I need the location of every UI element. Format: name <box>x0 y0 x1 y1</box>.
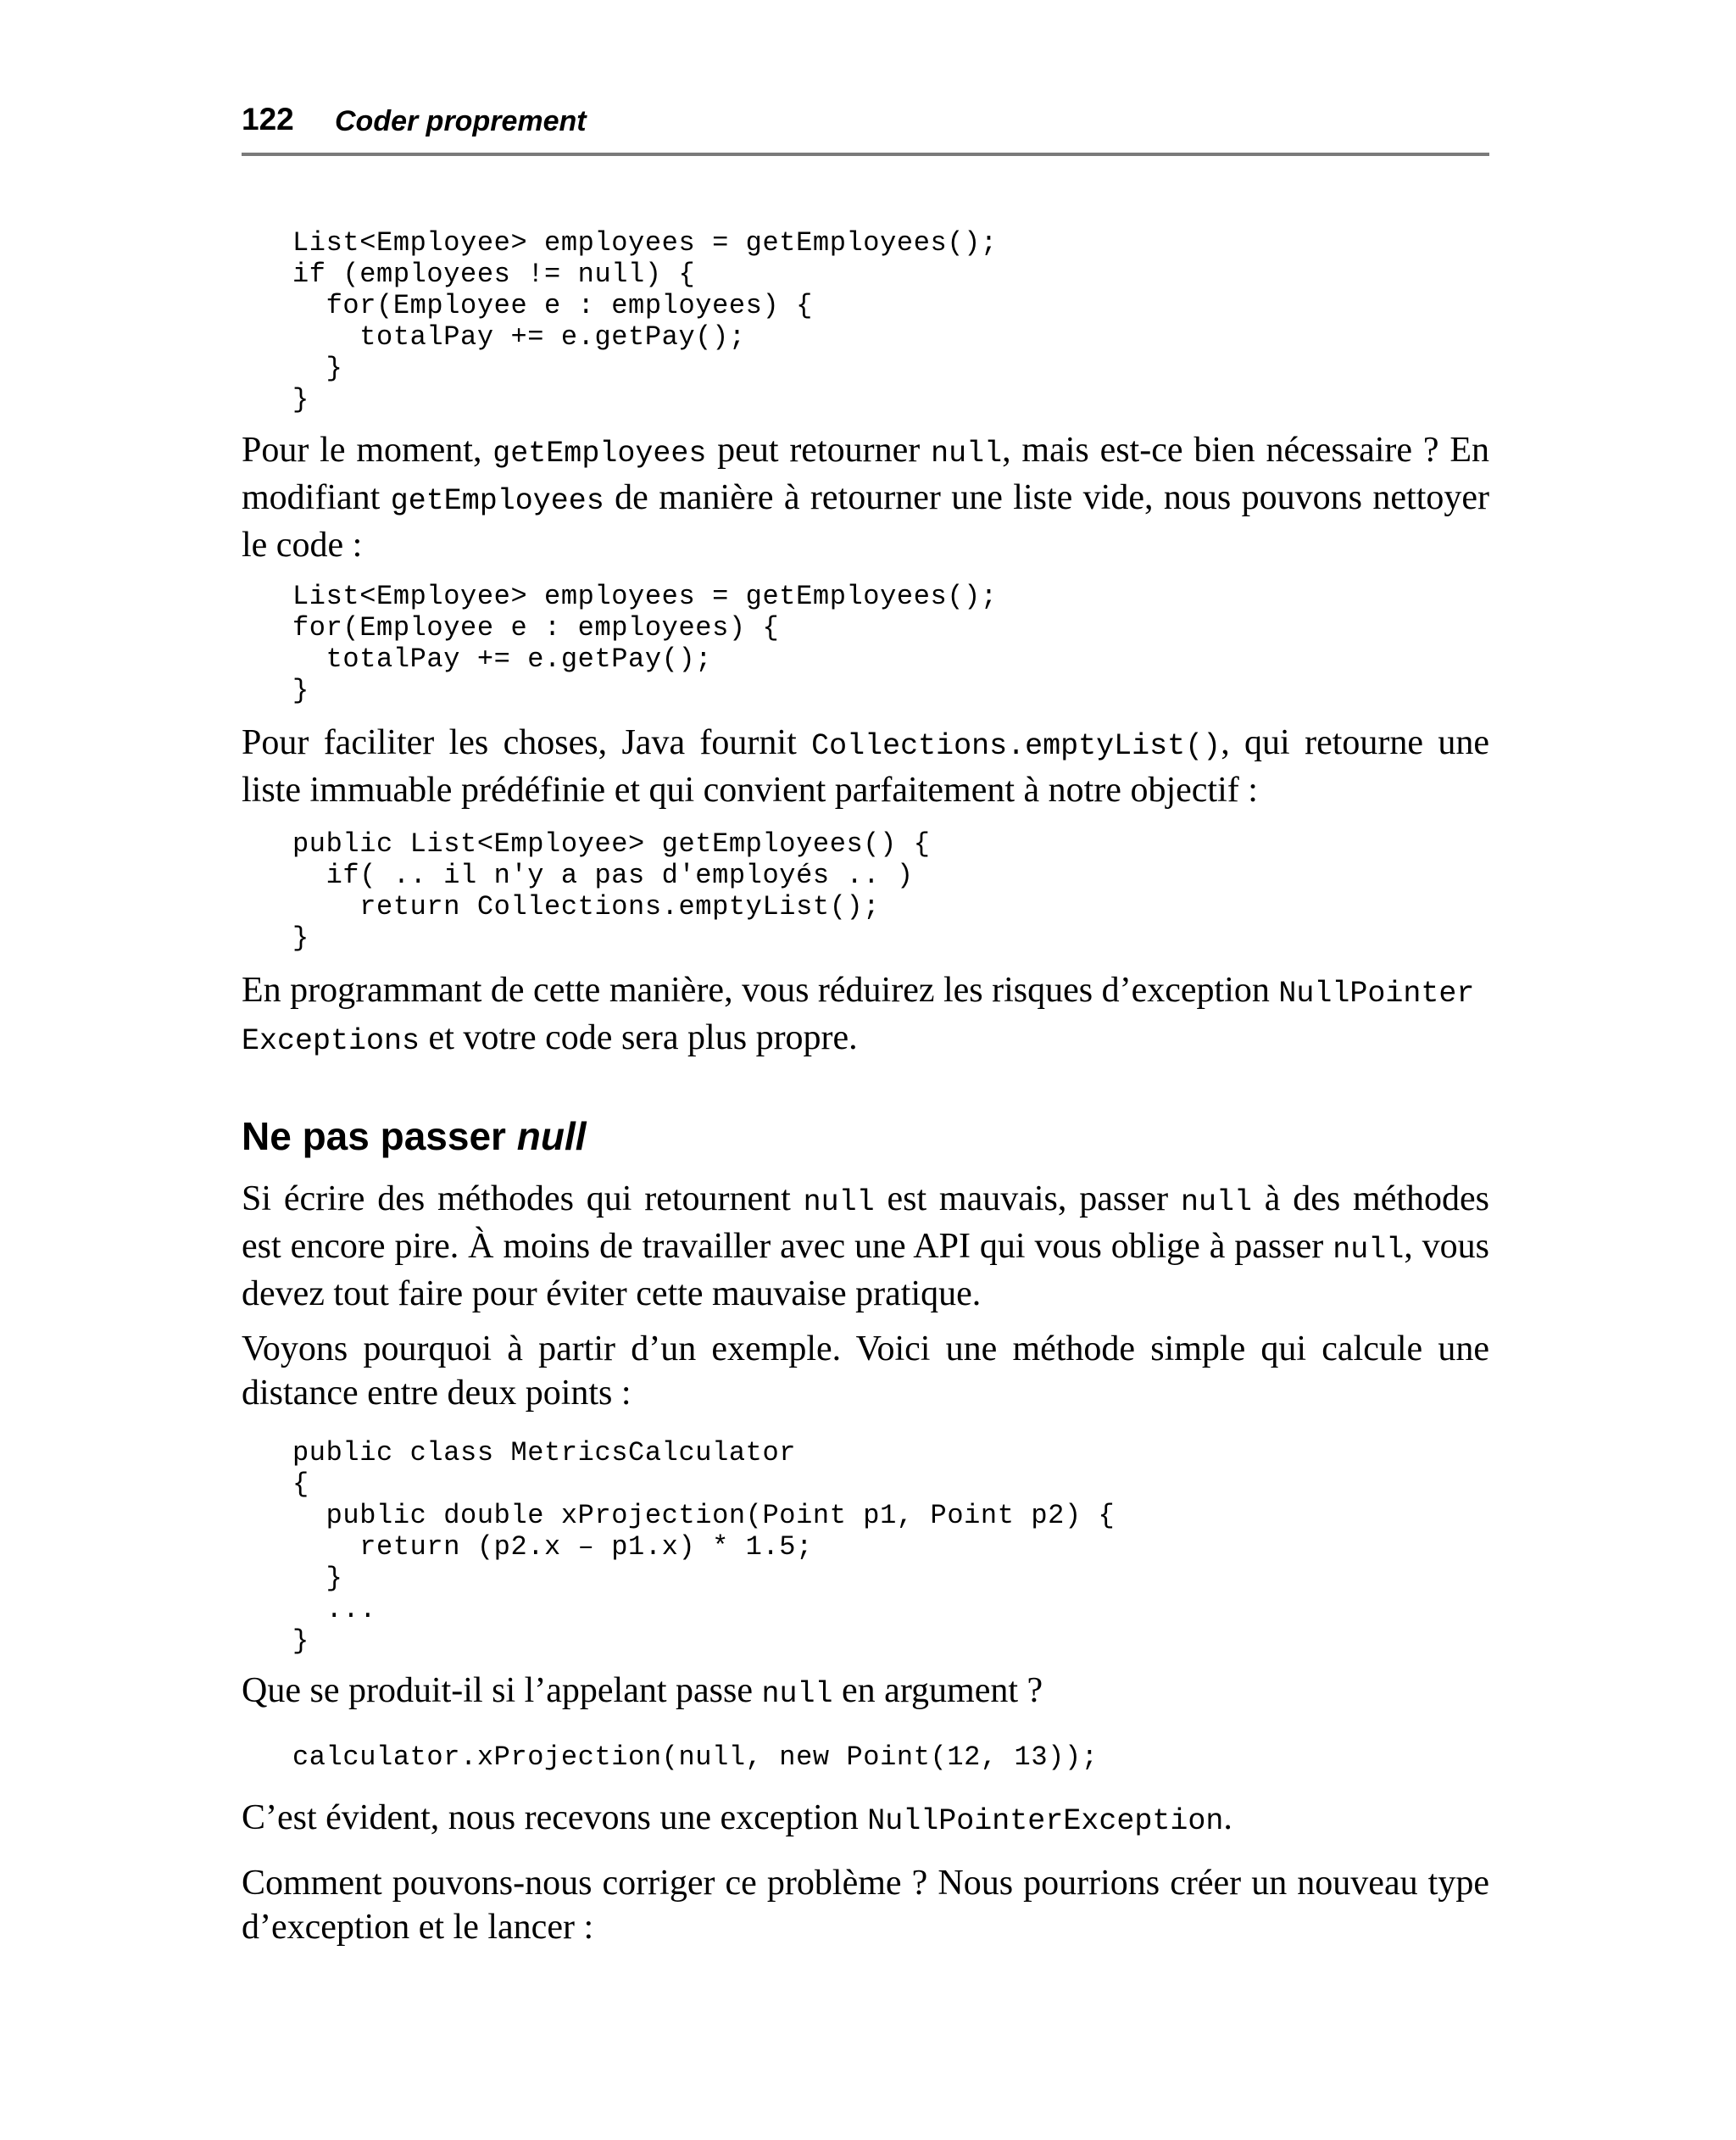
code-block-clean-loop: List<Employee> employees = getEmployees(); for(Employee e : employees) { totalPay += e.getPay(); } <box>292 581 998 706</box>
paragraph-exception-result: C’est évident, nous recevons une exception NullPointerException. <box>242 1798 1232 1838</box>
page-number: 122 <box>242 102 294 137</box>
page-header <box>242 98 1489 156</box>
paragraph-new-exception: Comment pouvons-nous corriger ce problème ? Nous pourrions créer un nouveau type d’exception et le lancer : <box>242 1864 1489 1947</box>
paragraph-nullpointer-risk: En programmant de cette manière, vous réduirez les risques d’exception NullPointer Exceptions et votre code sera plus propre. <box>242 971 1475 1058</box>
running-title: Coder proprement <box>335 105 587 137</box>
section-heading: Ne pas passer null <box>242 1114 587 1158</box>
code-block-get-employees: public List<Employee> getEmployees() { if( .. il n'y a pas d'employés .. ) return Collections.emptyList(); } <box>292 828 931 954</box>
code-block-metrics-calculator: public class MetricsCalculator { public double xProjection(Point p1, Point p2) { return (p2.x – p1.x) * 1.5; } ... } <box>292 1437 1116 1657</box>
paragraph-passing-null: Si écrire des méthodes qui retournent null est mauvais, passer null à des méthodes est encore pire. À moins de travailler avec une API qui vous oblige à passer null, vous devez tout faire pour éviter cette mauvaise pratique. <box>242 1179 1489 1313</box>
code-block-null-check: List<Employee> employees = getEmployees(); if (employees != null) { for(Employee e : employees) { totalPay += e.getPay(); } } <box>292 227 998 415</box>
paragraph-collections-emptylist: Pour faciliter les choses, Java fournit Collections.emptyList(), qui retourne une liste immuable prédéfinie et qui convient parfaitement à notre objectif : <box>242 723 1489 810</box>
code-block-xprojection-call: calculator.xProjection(null, new Point(12, 13)); <box>292 1742 1099 1773</box>
paragraph-empty-list-intro: Pour le moment, getEmployees peut retourner null, mais est-ce bien nécessaire ? En modifiant getEmployees de manière à retourner une liste vide, nous pouvons nettoyer le code : <box>242 431 1489 565</box>
paragraph-example-intro: Voyons pourquoi à partir d’un exemple. Voici une méthode simple qui calcule une distance entre deux points : <box>242 1329 1489 1413</box>
paragraph-caller-null: Que se produit-il si l’appelant passe null en argument ? <box>242 1671 1043 1711</box>
